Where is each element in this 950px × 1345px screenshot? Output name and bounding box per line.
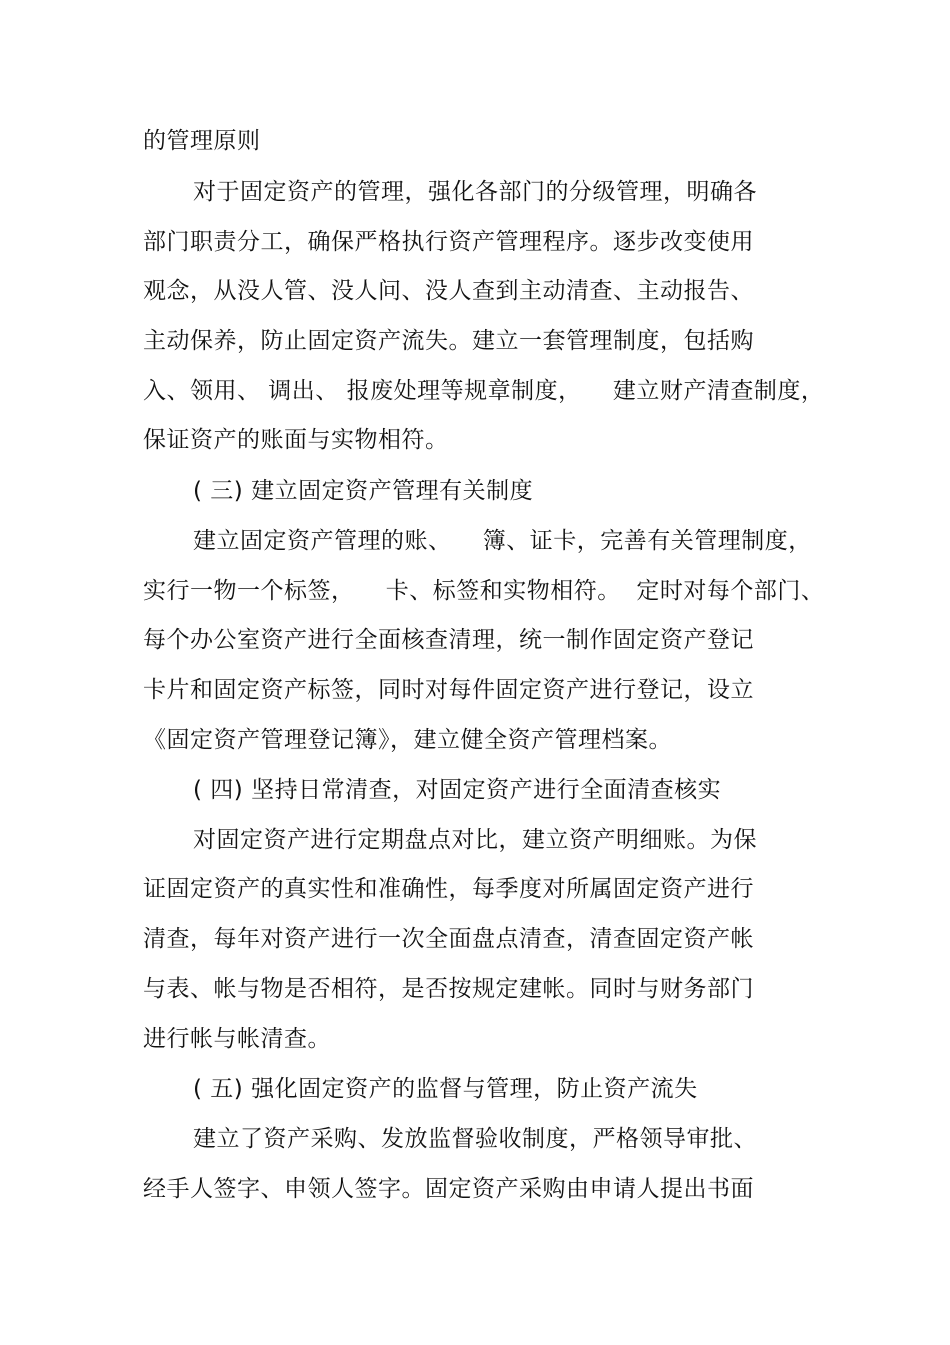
text-line: 经手人签字、申领人签字。固定资产采购由申请人提出书面 (143, 1176, 754, 1202)
text-line: 证固定资产的真实性和准确性，每季度对所属固定资产进行 (143, 876, 754, 902)
text-line: 观念，从没人管、没人问、没人查到主动清查、主动报告、 (143, 278, 754, 304)
text-line: 实行一物一个标签， 卡、标签和实物相符。 定时对每个部门、 (143, 578, 825, 604)
text-line: 与表、帐与物是否相符，是否按规定建帐。同时与财务部门 (143, 976, 754, 1002)
text-line: 的管理原则 (143, 128, 261, 154)
text-line: 主动保养，防止固定资产流失。建立一套管理制度，包括购 (143, 328, 754, 354)
text-line: 部门职责分工，确保严格执行资产管理程序。逐步改变使用 (143, 229, 754, 255)
text-line: 每个办公室资产进行全面核查清理，统一制作固定资产登记 (143, 627, 754, 653)
text-line: 保证资产的账面与实物相符。 (143, 427, 449, 453)
text-line: 入、领用、 调出、 报废处理等规章制度， 建立财产清查制度， (143, 378, 825, 404)
section-heading: ( 三) 建立固定资产管理有关制度 (193, 478, 534, 504)
text-line: 进行帐与帐清查。 (143, 1026, 331, 1052)
section-heading: ( 四) 坚持日常清查，对固定资产进行全面清查核实 (193, 777, 722, 803)
paragraph-first-line: 建立固定资产管理的账、 簿、证卡，完善有关管理制度， (193, 528, 812, 554)
paragraph-first-line: 建立了资产采购、发放监督验收制度，严格领导审批、 (193, 1126, 757, 1152)
text-line: 清查，每年对资产进行一次全面盘点清查，清查固定资产帐 (143, 926, 754, 952)
paragraph-first-line: 对于固定资产的管理，强化各部门的分级管理，明确各 (193, 179, 757, 205)
text-line: 卡片和固定资产标签，同时对每件固定资产进行登记，设立 (143, 677, 754, 703)
section-heading: ( 五) 强化固定资产的监督与管理，防止资产流失 (193, 1076, 698, 1102)
paragraph-first-line: 对固定资产进行定期盘点对比，建立资产明细账。为保 (193, 827, 757, 853)
text-line: 《固定资产管理登记簿》，建立健全资产管理档案。 (143, 727, 672, 753)
